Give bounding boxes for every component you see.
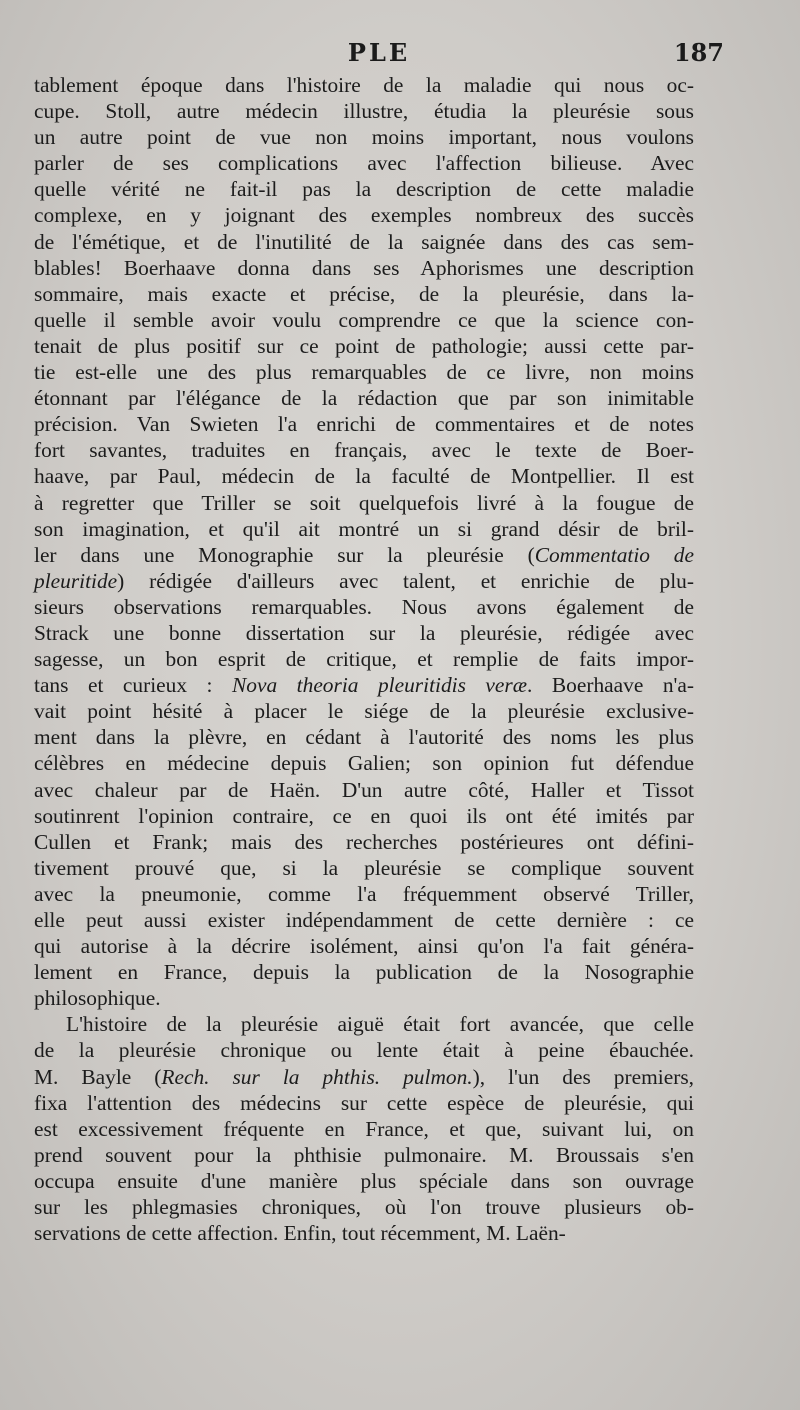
text-run: Strack une bonne dissertation sur la pleurésie, rédigée avec (34, 620, 694, 645)
text-run: tivement prouvé que, si la pleurésie se complique souvent (34, 855, 694, 880)
text-line (34, 724, 694, 750)
text-run: sieurs observations remarquables. Nous avons également de (34, 594, 694, 619)
text-line (34, 1090, 694, 1116)
body-text (34, 72, 694, 1246)
text-line (34, 698, 694, 724)
paragraph (34, 1011, 694, 1246)
text-run: complexe, en y joignant des exemples nombreux des succès (34, 203, 694, 228)
text-run: célèbres en médecine depuis Galien; son opinion fut défendue (34, 751, 694, 776)
text-run: ment dans la plèvre, en cédant à l'autorité des noms les plus (34, 725, 694, 750)
text-run: précision. Van Swieten l'a enrichi de commentaires et de notes (34, 412, 694, 437)
text-line (34, 333, 694, 359)
running-head: PLE (347, 38, 411, 67)
text-run: occupa ensuite d'une manière plus spéciale dans son ouvrage (34, 1168, 694, 1193)
text-line (34, 1116, 694, 1142)
text-run: tablement époque dans l'histoire de la maladie qui nous oc- (34, 73, 694, 97)
text-run: à regretter que Triller se soit quelquefois livré à la fougue de (34, 490, 694, 515)
text-line (34, 1037, 694, 1063)
text-line (34, 516, 694, 542)
text-line (34, 855, 694, 881)
text-run: qui autorise à la décrire isolément, ainsi qu'on l'a fait généra- (34, 934, 694, 959)
page-number: 187 (673, 38, 724, 67)
text-run: quelle il semble avoir voulu comprendre ce que la science con- (34, 307, 694, 332)
text-line (34, 281, 694, 307)
text-run: M. Bayle ( (34, 1064, 162, 1089)
text-line (34, 255, 694, 281)
text-line (34, 829, 694, 855)
text-line (34, 803, 694, 829)
text-line (34, 568, 694, 594)
text-line (34, 202, 694, 228)
text-line (34, 881, 694, 907)
text-line (34, 307, 694, 333)
text-run: avec chaleur par de Haën. D'un autre côté, Haller et Tissot (34, 777, 694, 802)
text-line (34, 646, 694, 672)
text-line (34, 411, 694, 437)
text-run: ler dans une Monographie sur la pleurésie ( (34, 542, 535, 567)
text-run: elle peut aussi exister indépendamment de cette dernière : ce (34, 908, 694, 932)
text-run: L'histoire de la pleurésie aiguë était fort avancée, que celle (66, 1012, 694, 1037)
text-run: de la pleurésie chronique ou lente était à peine ébauchée. (34, 1038, 694, 1063)
text-run: étonnant par l'élégance de la rédaction que par son inimitable (34, 386, 694, 411)
text-run: un autre point de vue non moins important, nous voulons (34, 125, 694, 150)
text-run: haave, par Paul, médecin de la faculté de Montpellier. Il est (34, 464, 694, 489)
text-run: vait point hésité à placer le siége de la pleurésie exclusive- (34, 699, 694, 724)
paragraph (34, 72, 694, 1011)
text-line (34, 176, 694, 202)
text-line (34, 385, 694, 411)
text-run: prend souvent pour la phthisie pulmonaire. M. Broussais s'en (34, 1142, 694, 1167)
text-run: tans et curieux : (34, 673, 233, 698)
text-run: son imagination, et qu'il ait montré un si grand désir de bril- (34, 516, 694, 541)
text-line (34, 437, 694, 463)
text-line (34, 150, 694, 176)
text-run: sommaire, mais exacte et précise, de la pleurésie, dans la- (34, 281, 694, 306)
text-line (34, 1011, 694, 1037)
text-line (34, 1064, 694, 1090)
text-run: tenait de plus positif sur ce point de pathologie; aussi cette par- (34, 333, 694, 358)
text-run: sur les phlegmasies chroniques, où l'on trouve plusieurs ob- (34, 1195, 694, 1220)
text-line (34, 777, 694, 803)
text-line (34, 594, 694, 620)
text-line (34, 1142, 694, 1168)
text-run: blables! Boerhaave donna dans ses Aphorismes une description (34, 255, 694, 280)
text-run: avec la pneumonie, comme l'a fréquemment observé Triller, (34, 881, 694, 906)
text-run: parler de ses complications avec l'affection bilieuse. Avec (34, 151, 694, 176)
text-run: ), l'un des premiers, (472, 1064, 694, 1089)
text-run: servations de cette affection. Enfin, tout récemment, M. Laën- (34, 1221, 566, 1246)
text-line (34, 959, 694, 985)
text-line (34, 1168, 694, 1194)
text-line (34, 124, 694, 150)
text-line (34, 72, 694, 98)
text-line (34, 672, 694, 698)
text-run: ) rédigée d'ailleurs avec talent, et enrichie de plu- (117, 568, 694, 593)
text-run: fixa l'attention des médecins sur cette espèce de pleurésie, qui (34, 1090, 694, 1115)
text-run: soutinrent l'opinion contraire, ce en quoi ils ont été imités par (34, 803, 694, 828)
text-line (34, 98, 694, 124)
text-line (34, 490, 694, 516)
italic-title: Rech. sur la phthis. pulmon. (161, 1064, 473, 1089)
text-line (34, 542, 694, 568)
text-run: fort savantes, traduites en français, avec le texte de Boer- (34, 438, 694, 463)
text-run: est excessivement fréquente en France, et que, suivant lui, on (34, 1116, 694, 1141)
text-line (34, 463, 694, 489)
text-line (34, 933, 694, 959)
text-line (34, 1194, 694, 1220)
italic-title: Nova theoria pleuritidis veræ (232, 673, 528, 698)
text-run: quelle vérité ne fait-il pas la description de cette maladie (34, 177, 694, 202)
italic-title: pleuritide (34, 568, 118, 593)
text-line (34, 359, 694, 385)
text-line (34, 907, 694, 933)
text-run: de l'émétique, et de l'inutilité de la saignée dans des cas sem- (34, 229, 694, 254)
italic-title: Commentatio de (534, 542, 694, 567)
text-run: . Boerhaave n'a- (527, 673, 694, 698)
text-line (34, 620, 694, 646)
text-run: cupe. Stoll, autre médecin illustre, étudia la pleurésie sous (34, 99, 694, 124)
text-run: sagesse, un bon esprit de critique, et remplie de faits impor- (34, 647, 694, 672)
text-line (34, 1220, 694, 1246)
text-run: lement en France, depuis la publication de la Nosographie (34, 960, 694, 985)
text-line (34, 229, 694, 255)
text-line (34, 985, 694, 1011)
text-run: Cullen et Frank; mais des recherches postérieures ont défini- (34, 829, 694, 854)
text-run: tie est-elle une des plus remarquables de ce livre, non moins (34, 360, 694, 385)
text-run: philosophique. (34, 986, 161, 1011)
text-line (34, 750, 694, 776)
